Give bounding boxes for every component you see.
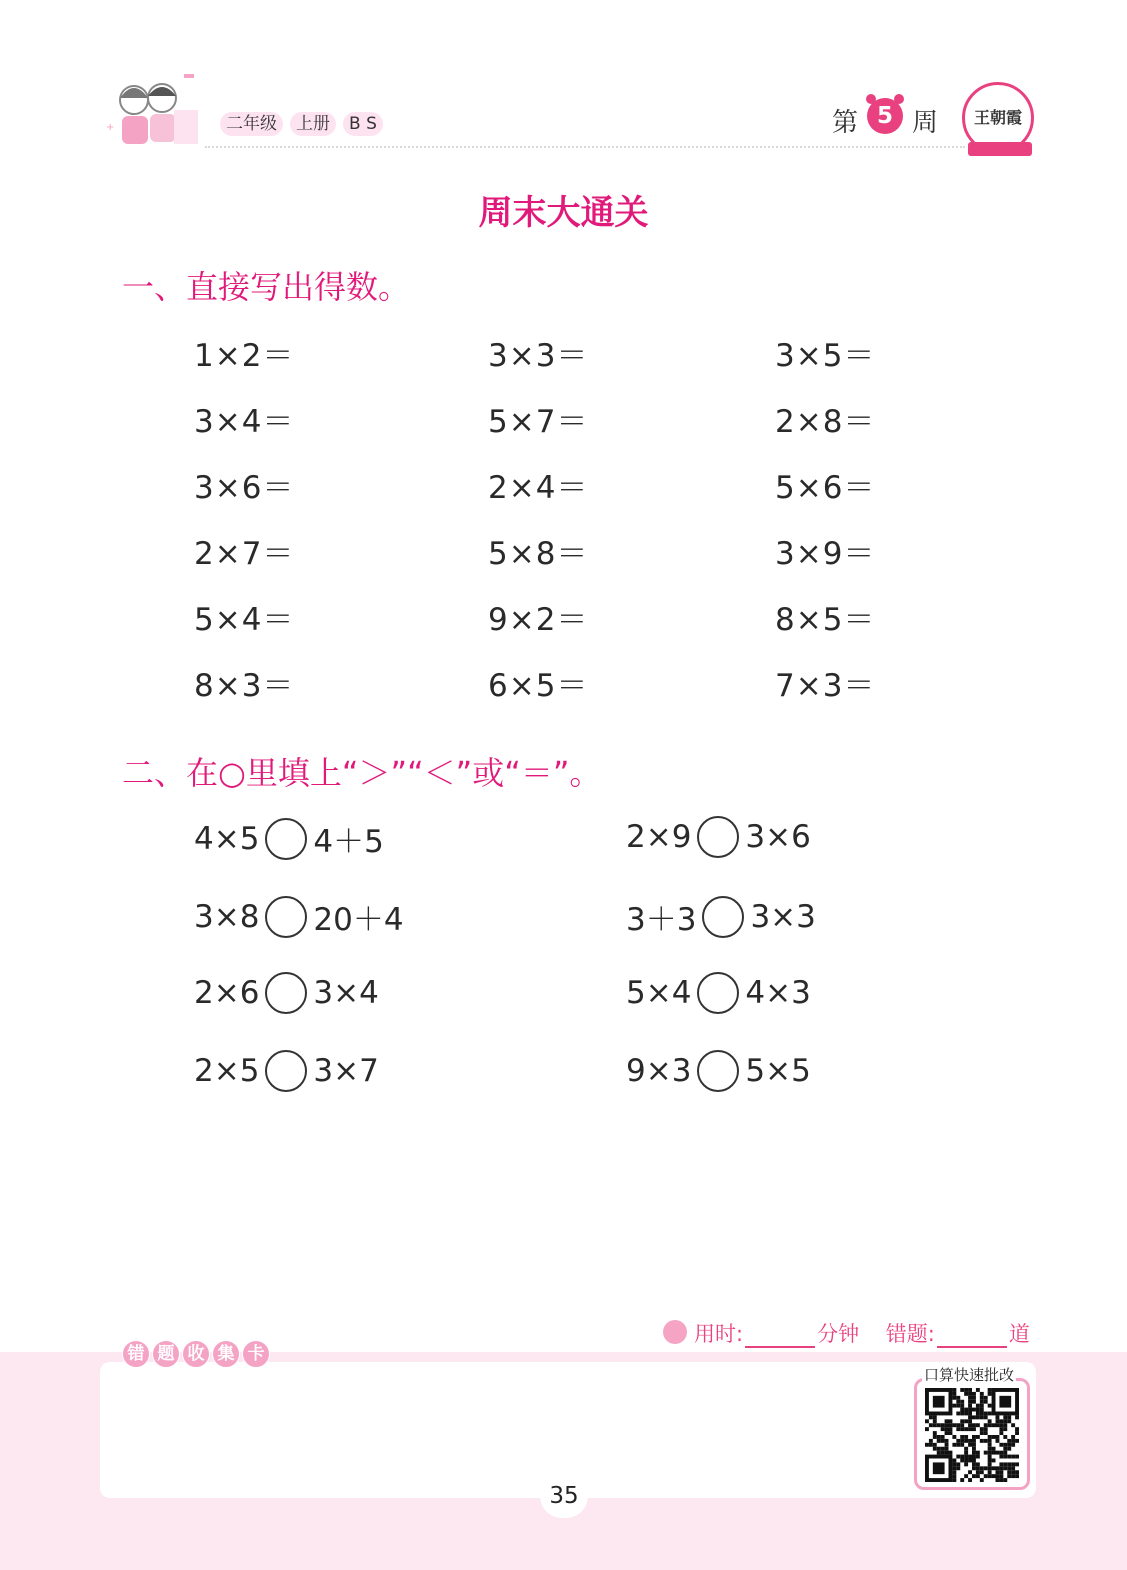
equation: 3×5＝	[775, 338, 876, 374]
time-label: 用时:	[694, 1322, 744, 1346]
equation: 2×8＝	[775, 404, 876, 440]
comparison-item	[194, 1050, 379, 1092]
comparison-left: 2×6	[194, 975, 260, 1011]
comparison-left: 9×3	[626, 1053, 692, 1089]
equation: 8×3＝	[194, 668, 295, 704]
equation: 2×7＝	[194, 536, 295, 572]
comparison-left: 5×4	[626, 975, 692, 1011]
grade-label: 二年级	[220, 112, 283, 136]
qr-code-icon[interactable]	[924, 1388, 1020, 1482]
comparison-item	[626, 816, 811, 858]
stopwatch-icon	[663, 1320, 687, 1344]
comparison-item	[626, 894, 816, 939]
answer-circle[interactable]	[265, 818, 307, 860]
errors-blank[interactable]	[937, 1326, 1007, 1348]
svg-text:+: +	[106, 122, 115, 133]
equation: 3×3＝	[488, 338, 589, 374]
seal-ribbon	[968, 142, 1032, 156]
comparison-left: 2×5	[194, 1053, 260, 1089]
comparison-item	[194, 816, 384, 861]
equation: 9×2＝	[488, 602, 589, 638]
card-tab-char: 错	[122, 1340, 150, 1368]
comparison-left: 2×9	[626, 819, 692, 855]
week-number-badge: 5	[867, 98, 903, 134]
equation: 5×7＝	[488, 404, 589, 440]
equation: 5×6＝	[775, 470, 876, 506]
card-tab-char: 集	[212, 1340, 240, 1368]
brand-seal-logo: 王朝霞	[962, 82, 1034, 154]
edition-label: B S	[343, 112, 383, 136]
section2-title: 二、在○里填上“＞”“＜”或“＝”。	[122, 754, 602, 792]
comparison-item	[626, 1050, 811, 1092]
comparison-right: 3×6	[745, 819, 811, 855]
comparison-right: 4×3	[745, 975, 811, 1011]
answer-circle[interactable]	[697, 1050, 739, 1092]
comparison-right: 3×3	[750, 898, 816, 935]
card-tab-char: 收	[182, 1340, 210, 1368]
kids-illustration	[104, 70, 204, 156]
card-tab-char: 题	[152, 1340, 180, 1368]
equation: 3×4＝	[194, 404, 295, 440]
answer-circle[interactable]	[697, 972, 739, 1014]
page-title: 周末大通关	[478, 193, 649, 233]
page-number: 35	[540, 1474, 588, 1518]
answer-circle[interactable]	[697, 816, 739, 858]
card-tab	[122, 1340, 272, 1368]
equation: 8×5＝	[775, 602, 876, 638]
equation: 1×2＝	[194, 338, 295, 374]
qr-caption: 口算快速批改	[924, 1366, 1015, 1384]
answer-circle[interactable]	[265, 972, 307, 1014]
errors-unit: 道	[1008, 1322, 1030, 1346]
equation: 7×3＝	[775, 668, 876, 704]
comparison-left: 4×5	[194, 820, 260, 857]
equation: 3×9＝	[775, 536, 876, 572]
time-unit: 分钟	[817, 1322, 860, 1346]
answer-circle[interactable]	[702, 896, 744, 938]
comparison-item	[194, 894, 404, 939]
comparison-right: 3×4	[313, 975, 379, 1011]
comparison-item	[626, 972, 811, 1014]
comparison-left: 3×8	[194, 898, 260, 935]
time-blank[interactable]	[745, 1326, 815, 1348]
comparison-item	[194, 972, 379, 1014]
equation: 2×4＝	[488, 470, 589, 506]
errors-label: 错题:	[885, 1322, 935, 1346]
week-prefix: 第	[832, 108, 859, 138]
equation: 3×6＝	[194, 470, 295, 506]
comparison-right: 3×7	[313, 1053, 379, 1089]
header-divider	[205, 146, 965, 148]
comparison-right: 20＋4	[313, 902, 404, 938]
card-tab-char: 卡	[242, 1340, 270, 1368]
section1-title: 一、直接写出得数。	[122, 268, 411, 306]
volume-label: 上册	[290, 112, 336, 136]
answer-circle[interactable]	[265, 1050, 307, 1092]
comparison-left: 3＋3	[626, 902, 697, 938]
week-suffix: 周	[912, 108, 939, 138]
equation: 5×4＝	[194, 602, 295, 638]
timer-row	[694, 1318, 1030, 1348]
comparison-right: 5×5	[745, 1053, 811, 1089]
equation: 5×8＝	[488, 536, 589, 572]
comparison-right: 4＋5	[313, 824, 384, 860]
equation: 6×5＝	[488, 668, 589, 704]
answer-circle[interactable]	[265, 896, 307, 938]
